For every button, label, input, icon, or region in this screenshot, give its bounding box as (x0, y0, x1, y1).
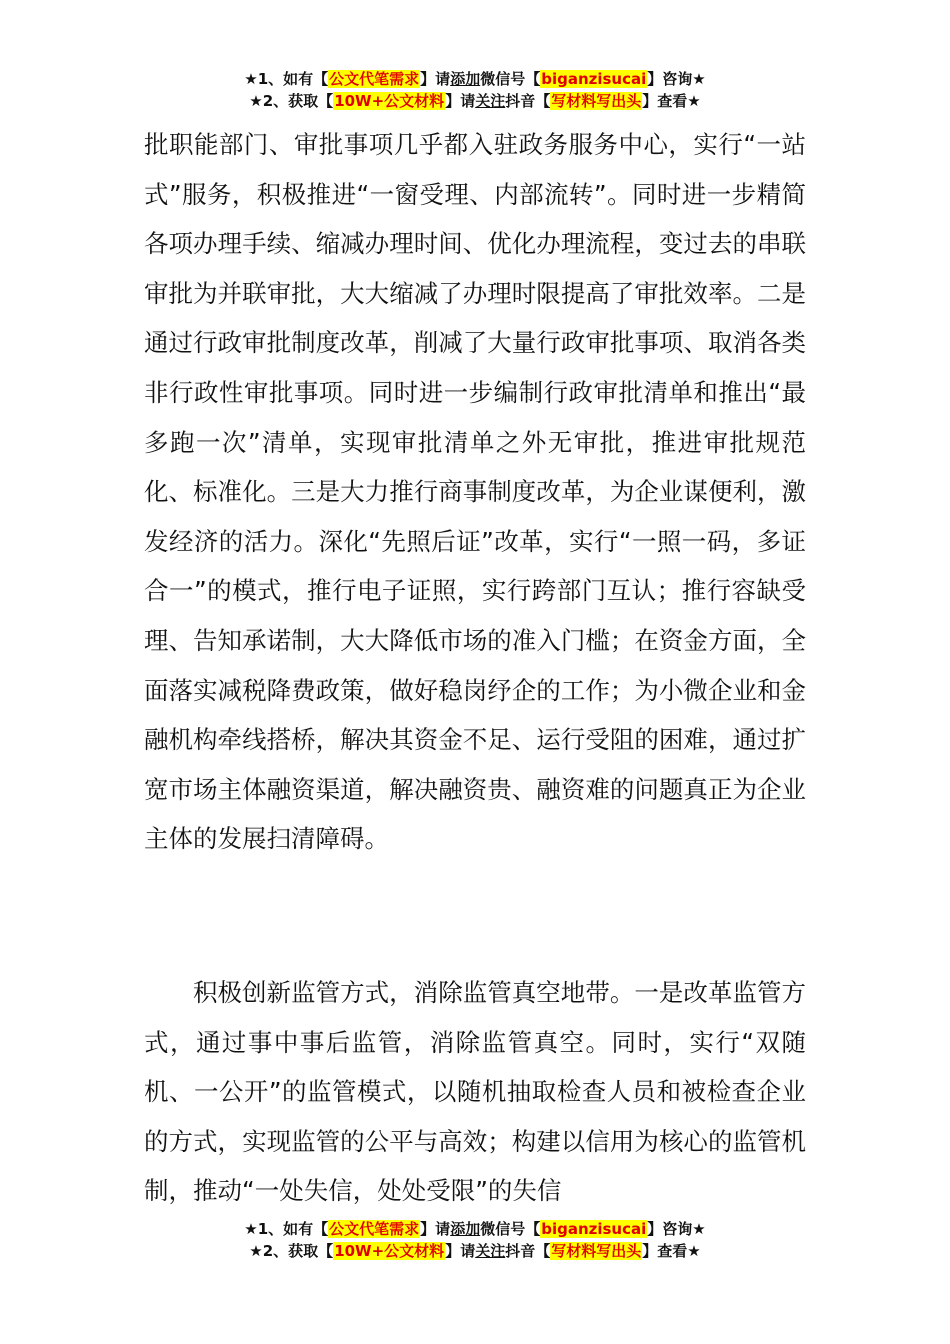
document-body-continued (144, 120, 806, 864)
footer-promo-banner (0, 1218, 950, 1262)
highlight-wechat-id: biganzisucai (541, 70, 647, 88)
header-promo-banner (0, 68, 950, 112)
footer-promo-line-1: ★1、如有【公文代笔需求】请添加微信号【biganzisucai】咨询★ (244, 1220, 706, 1238)
footer-promo-line-2: ★2、获取【10W+公文材料】请关注抖音【写材料写出头】查看★ (249, 1242, 701, 1260)
highlight-materials: 10W+公文材料 (334, 1242, 445, 1260)
highlight-service: 公文代笔需求 (329, 1220, 420, 1238)
header-promo-line-1: ★1、如有【公文代笔需求】请添加微信号【biganzisucai】咨询★ (244, 70, 706, 88)
header-promo-line-2: ★2、获取【10W+公文材料】请关注抖音【写材料写出头】查看★ (249, 92, 701, 110)
paragraph-2: 积极创新监管方式，消除监管真空地带。一是改革监管方式，通过事中事后监管，消除监管真空。同时，实行“双随机、一公开”的监管模式，以随机抽取检查人员和被检查企业的方式，实现监管的公平与高效；构建以信用为核心的监管机制，推动“一处失信，处处受限”的失信 (144, 978, 806, 1206)
document-body-section (144, 968, 806, 1216)
paragraph-1: 批职能部门、审批事项几乎都入驻政务服务中心，实行“一站式”服务，积极推进“一窗受理、内部流转”。同时进一步精简各项办理手续、缩减办理时间、优化办理流程，变过去的串联审批为并联审批，大大缩减了办理时限提高了审批效率。二是通过行政审批制度改革，削减了大量行政审批事项、取消各类非行政性审批事项。同时进一步编制行政审批清单和推出“最多跑一次”清单，实现审批清单之外无审批，推进审批规范化、标准化。三是大力推行商事制度改革，为企业谋便利，激发经济的活力。深化“先照后证”改革，实行“一照一码，多证合一”的模式，推行电子证照，实行跨部门互认；推行容缺受理、告知承诺制，大大降低市场的准入门槛；在资金方面，全面落实减税降费政策，做好稳岗纾企的工作；为小微企业和金融机构牵线搭桥，解决其资金不足、运行受阻的困难，通过扩宽市场主体融资渠道，解决融资贵、融资难的问题真正为企业主体的发展扫清障碍。 (144, 130, 806, 854)
highlight-service: 公文代笔需求 (329, 70, 420, 88)
highlight-materials: 10W+公文材料 (334, 92, 445, 110)
highlight-douyin-id: 写材料写出头 (551, 92, 642, 110)
highlight-wechat-id: biganzisucai (541, 1220, 647, 1238)
highlight-douyin-id: 写材料写出头 (551, 1242, 642, 1260)
